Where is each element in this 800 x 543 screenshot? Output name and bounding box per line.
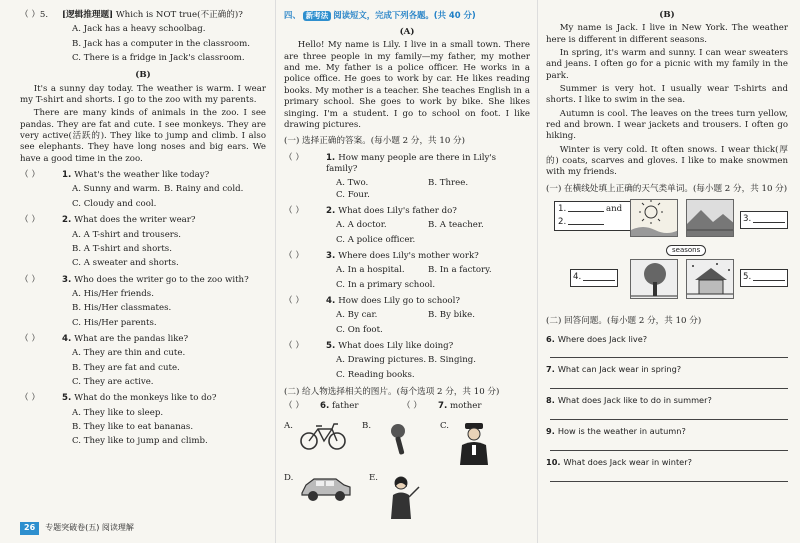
options-row bbox=[284, 280, 530, 291]
answer-paren[interactable]: （ ） bbox=[284, 341, 304, 351]
options-row bbox=[284, 325, 530, 336]
answer-line[interactable] bbox=[550, 408, 788, 420]
question-5 bbox=[284, 341, 530, 352]
section-number: 四、 bbox=[284, 10, 301, 20]
seasons-label: seasons bbox=[666, 245, 706, 256]
question-text: Where does Lily's mother work? bbox=[338, 250, 479, 261]
option-item[interactable]: A. They like to sleep. bbox=[72, 407, 164, 418]
question-text: Which is NOT true(不正确的)? bbox=[115, 10, 243, 20]
question-text: Who does the writer go to the zoo with? bbox=[74, 274, 249, 285]
qa-question-10 bbox=[546, 457, 788, 468]
question-text: What does Jack like to do in summer? bbox=[557, 395, 712, 406]
blank-5[interactable] bbox=[753, 271, 785, 281]
passage-paragraph: There are many kinds of animals in the zoo. I see pandas. They are fat and cute. I see monkeys. They are very active(活跃的). They like to jump and climb. I also see elephants. They have long noses and big ears. We have a good time in the zoo. bbox=[20, 108, 266, 164]
option-item[interactable]: A. A T-shirt and trousers. bbox=[72, 229, 182, 240]
sun-icon bbox=[631, 200, 678, 237]
match-word-mother: mother bbox=[449, 401, 482, 412]
option-item[interactable]: B. Rainy and cold. bbox=[164, 184, 244, 195]
question-text: What do the monkeys like to do? bbox=[74, 393, 217, 404]
right-column bbox=[538, 0, 800, 543]
sunny-scene-image bbox=[630, 199, 678, 237]
picture-label: B. bbox=[362, 420, 372, 431]
option-item[interactable]: C. A sweater and shorts. bbox=[72, 258, 179, 269]
question-number: 9. bbox=[546, 425, 555, 436]
option-item[interactable]: C. His/Her parents. bbox=[72, 317, 157, 328]
options-row bbox=[284, 370, 530, 381]
options-row bbox=[284, 220, 530, 231]
option-item[interactable]: B. In a factory. bbox=[428, 265, 492, 276]
question-2 bbox=[20, 215, 266, 226]
option-item[interactable]: B. Jack has a computer in the classroom. bbox=[72, 38, 250, 49]
passage-b-title: (B) bbox=[659, 10, 675, 20]
options-row bbox=[20, 289, 266, 300]
answer-paren[interactable]: （ ） bbox=[284, 250, 304, 261]
passage-a-title: (A) bbox=[399, 27, 415, 38]
question-4 bbox=[20, 334, 266, 345]
question-number: 2. bbox=[62, 215, 72, 226]
options-row bbox=[20, 318, 266, 329]
question-5 bbox=[20, 393, 266, 404]
section-header bbox=[284, 10, 530, 21]
teacher-icon bbox=[383, 473, 423, 519]
passage-paragraph: It's a sunny day today. The weather is warm. I wear my T-shirt and shorts. I go to the zoo with my parents. bbox=[20, 83, 266, 106]
option-item[interactable]: B. They like to eat bananas. bbox=[72, 421, 194, 432]
question-4 bbox=[284, 296, 530, 307]
options-row bbox=[20, 244, 266, 255]
seasons-diagram bbox=[546, 199, 788, 311]
answer-paren[interactable]: （ ） bbox=[20, 170, 40, 181]
option-item[interactable]: B. Singing. bbox=[428, 355, 476, 366]
question-text: What's the weather like today? bbox=[74, 170, 210, 181]
question-1 bbox=[20, 170, 266, 181]
police-officer-icon bbox=[454, 421, 494, 465]
options-row bbox=[20, 258, 266, 269]
option-item[interactable]: A. They are thin and cute. bbox=[72, 348, 186, 359]
answer-paren[interactable]: （ ） bbox=[20, 333, 40, 344]
blank-number: 5. bbox=[743, 272, 752, 283]
and-word: and bbox=[606, 204, 623, 215]
picture-a[interactable] bbox=[284, 421, 362, 469]
option-item[interactable]: C. There is a fridge in Jack's classroom. bbox=[72, 53, 245, 64]
middle-column bbox=[278, 0, 536, 543]
answer-line[interactable] bbox=[550, 470, 788, 482]
passage-paragraph: Summer is very hot. I usually wear T-shirts and shorts. I like to swim in the sea. bbox=[546, 84, 788, 106]
option-item[interactable]: A. A doctor. bbox=[336, 220, 387, 231]
part2-title: (二) 回答问题。(每小题 2 分，共 10 分) bbox=[546, 316, 702, 327]
answer-paren[interactable]: （ ） bbox=[20, 393, 40, 404]
passage-a: Hello! My name is Lily. I live in a small town. There are three people in my family—my father, my mother and me. My father is a police officer. He works in a police office. He goes to work by car. He likes reading books. My mother is a teacher. She teaches English in a primary school. She goes to work by bike. She likes singing. I'm a student. I go to school on foot. I like drawing pictures. bbox=[284, 40, 530, 130]
question-number: 3. bbox=[62, 274, 72, 285]
options-row bbox=[284, 235, 530, 246]
blank-3[interactable] bbox=[753, 213, 785, 223]
option-item[interactable]: B. A T-shirt and shorts. bbox=[72, 243, 172, 254]
question-3 bbox=[284, 251, 530, 262]
question-number: 2. bbox=[326, 205, 336, 216]
option-item[interactable]: C. A police officer. bbox=[336, 234, 416, 245]
options-row bbox=[20, 422, 266, 433]
blank-4[interactable] bbox=[583, 271, 615, 281]
question-number: 7. bbox=[546, 364, 555, 375]
question-5-prev bbox=[20, 10, 266, 21]
question-number: 5. bbox=[326, 341, 336, 351]
question-number: 1. bbox=[62, 170, 72, 181]
options-row bbox=[20, 436, 266, 447]
question-text: What does Jack wear in winter? bbox=[563, 456, 692, 467]
passage-paragraph: Winter is very cold. It often snows. I wear thick(厚的) coats, scarves and gloves. I like to make snowmen with my friends. bbox=[546, 144, 788, 178]
new-method-badge: 新考法 bbox=[303, 11, 332, 21]
page-number: 26 bbox=[20, 522, 39, 535]
option-item[interactable]: B. His/Her classmates. bbox=[72, 303, 172, 314]
option-item[interactable]: C. Reading books. bbox=[336, 369, 415, 380]
options-row bbox=[20, 199, 266, 210]
answer-line[interactable] bbox=[550, 346, 788, 358]
winter-scene-image bbox=[686, 259, 734, 299]
picture-label: C. bbox=[440, 420, 450, 431]
option-item[interactable]: A. His/Her friends. bbox=[72, 288, 154, 299]
qa-question-8 bbox=[546, 395, 788, 406]
question-1 bbox=[284, 153, 530, 176]
part2-title: (二) 给人物选择相关的图片。(每个选项 2 分，共 10 分) bbox=[284, 387, 500, 398]
match-questions bbox=[284, 401, 530, 412]
bicycle-icon bbox=[298, 421, 348, 451]
option-item[interactable]: A. Two. bbox=[336, 178, 369, 189]
options-row bbox=[20, 184, 266, 195]
option-item[interactable]: A. In a hospital. bbox=[336, 265, 405, 276]
question-2 bbox=[284, 206, 530, 217]
picture-label: D. bbox=[284, 472, 294, 483]
question-number: 5. bbox=[62, 393, 72, 404]
options-row bbox=[284, 355, 530, 366]
options-row bbox=[20, 377, 266, 388]
question-3 bbox=[20, 275, 266, 286]
options-row bbox=[284, 178, 530, 201]
blank-1[interactable] bbox=[568, 203, 604, 212]
question-number: 4. bbox=[62, 333, 72, 344]
answer-paren[interactable]: （ ） bbox=[284, 152, 304, 163]
option-item[interactable]: A. Jack has a heavy schoolbag. bbox=[72, 24, 206, 35]
picture-c[interactable] bbox=[440, 421, 518, 469]
column-divider bbox=[275, 0, 276, 543]
option-item[interactable]: C. They like to jump and climb. bbox=[72, 436, 208, 447]
question-text: How does Lily go to school? bbox=[338, 295, 460, 306]
question-text: What does Lily's father do? bbox=[338, 205, 457, 216]
options-row bbox=[284, 310, 530, 321]
option-item[interactable]: C. On foot. bbox=[336, 324, 383, 335]
question-number: 4. bbox=[326, 295, 336, 306]
option-item[interactable]: A. By car. bbox=[336, 310, 378, 321]
snow-house-icon bbox=[687, 260, 734, 299]
answer-line[interactable] bbox=[550, 377, 788, 389]
answer-line[interactable] bbox=[550, 439, 788, 451]
answer-paren[interactable]: （ ） bbox=[284, 295, 304, 306]
question-text: What does the writer wear? bbox=[74, 215, 196, 226]
option-item[interactable]: A. Drawing pictures. bbox=[336, 355, 427, 366]
answer-paren[interactable]: （ ） bbox=[401, 401, 422, 412]
picture-d[interactable] bbox=[284, 473, 369, 521]
answer-paren[interactable]: （ ） bbox=[20, 215, 40, 226]
passage-paragraph: Autumn is cool. The leaves on the trees turn yellow, red and brown. I wear jackets and trousers. I often go hiking. bbox=[546, 108, 788, 142]
car-icon bbox=[298, 473, 354, 503]
page-footer bbox=[20, 522, 134, 535]
picture-label: E. bbox=[369, 472, 379, 483]
question-text: How many people are there in Lily's family? bbox=[325, 152, 497, 174]
qa-question-7 bbox=[546, 364, 788, 375]
blank-2[interactable] bbox=[568, 216, 604, 225]
blank-number: 4. bbox=[573, 272, 582, 283]
picture-label: A. bbox=[284, 420, 293, 431]
passage-b-title: (B) bbox=[135, 70, 151, 81]
option-item[interactable]: B. They are fat and cute. bbox=[72, 362, 180, 373]
section-instructions: 阅读短文，完成下列各题。(共 40 分) bbox=[333, 10, 476, 20]
option-item[interactable]: C. Four. bbox=[336, 189, 370, 200]
question-number: 6. bbox=[320, 401, 330, 412]
options-row bbox=[20, 230, 266, 241]
blank-number: 1. bbox=[558, 204, 567, 215]
option-item[interactable]: B. A teacher. bbox=[428, 220, 484, 231]
picture-options bbox=[284, 417, 530, 521]
answer-paren[interactable]: （ ）5. bbox=[20, 10, 49, 20]
options-row bbox=[20, 303, 266, 314]
option-item[interactable]: C. In a primary school. bbox=[336, 279, 436, 290]
tree-icon bbox=[631, 260, 678, 299]
question-number: 7. bbox=[437, 401, 448, 412]
picture-b[interactable] bbox=[362, 421, 440, 469]
option-item[interactable]: B. By bike. bbox=[428, 310, 475, 321]
microphone-icon bbox=[376, 421, 416, 457]
question-text: What are the pandas like? bbox=[74, 333, 189, 344]
qa-question-6 bbox=[546, 334, 788, 345]
question-number: 3. bbox=[326, 250, 336, 261]
options-row bbox=[284, 265, 530, 276]
logic-tag: [逻辑推理题] bbox=[62, 10, 114, 20]
question-number: 8. bbox=[546, 395, 555, 406]
answer-paren[interactable]: （ ） bbox=[284, 205, 304, 216]
option-item[interactable]: C. Cloudy and cool. bbox=[72, 198, 157, 209]
option-item[interactable]: A. Sunny and warm. bbox=[72, 184, 161, 195]
part1-title: (一) 在横线处填上正确的天气类单词。(每小题 2 分，共 10 分) bbox=[546, 183, 788, 194]
option-item[interactable]: C. They are active. bbox=[72, 376, 154, 387]
option-item[interactable]: B. Three. bbox=[428, 178, 469, 189]
blank-number: 2. bbox=[558, 217, 567, 228]
options-row bbox=[20, 363, 266, 374]
passage-paragraph: In spring, it's warm and sunny. I can wear sweaters and jeans. I often go for a picnic with my family in the park. bbox=[546, 48, 788, 81]
passage-paragraph: My name is Jack. I live in New York. The weather here is different in different seasons. bbox=[546, 23, 788, 45]
match-word-father: father bbox=[331, 401, 359, 412]
options-row bbox=[20, 348, 266, 359]
question-text: What can Jack wear in spring? bbox=[557, 364, 682, 375]
question-text: What does Lily like doing? bbox=[338, 341, 454, 351]
part1-title: (一) 选择正确的答案。(每小题 2 分，共 10 分) bbox=[284, 136, 465, 147]
left-column bbox=[0, 0, 272, 543]
qa-question-9 bbox=[546, 426, 788, 437]
answer-paren[interactable]: （ ） bbox=[284, 401, 304, 412]
blank-number: 3. bbox=[743, 214, 752, 225]
question-text: How is the weather in autumn? bbox=[557, 425, 686, 436]
question-number: 1. bbox=[325, 152, 336, 163]
summer-scene-image bbox=[686, 199, 734, 237]
footer-title: 专题突破卷(五) 阅读理解 bbox=[45, 523, 134, 533]
landscape-icon bbox=[687, 200, 734, 237]
question-number: 10. bbox=[546, 456, 561, 467]
autumn-scene-image bbox=[630, 259, 678, 299]
question-number: 6. bbox=[546, 333, 555, 344]
picture-e[interactable] bbox=[369, 473, 447, 521]
question-text: Where does Jack live? bbox=[557, 333, 648, 344]
answer-paren[interactable]: （ ） bbox=[20, 274, 40, 285]
options-row bbox=[20, 408, 266, 419]
